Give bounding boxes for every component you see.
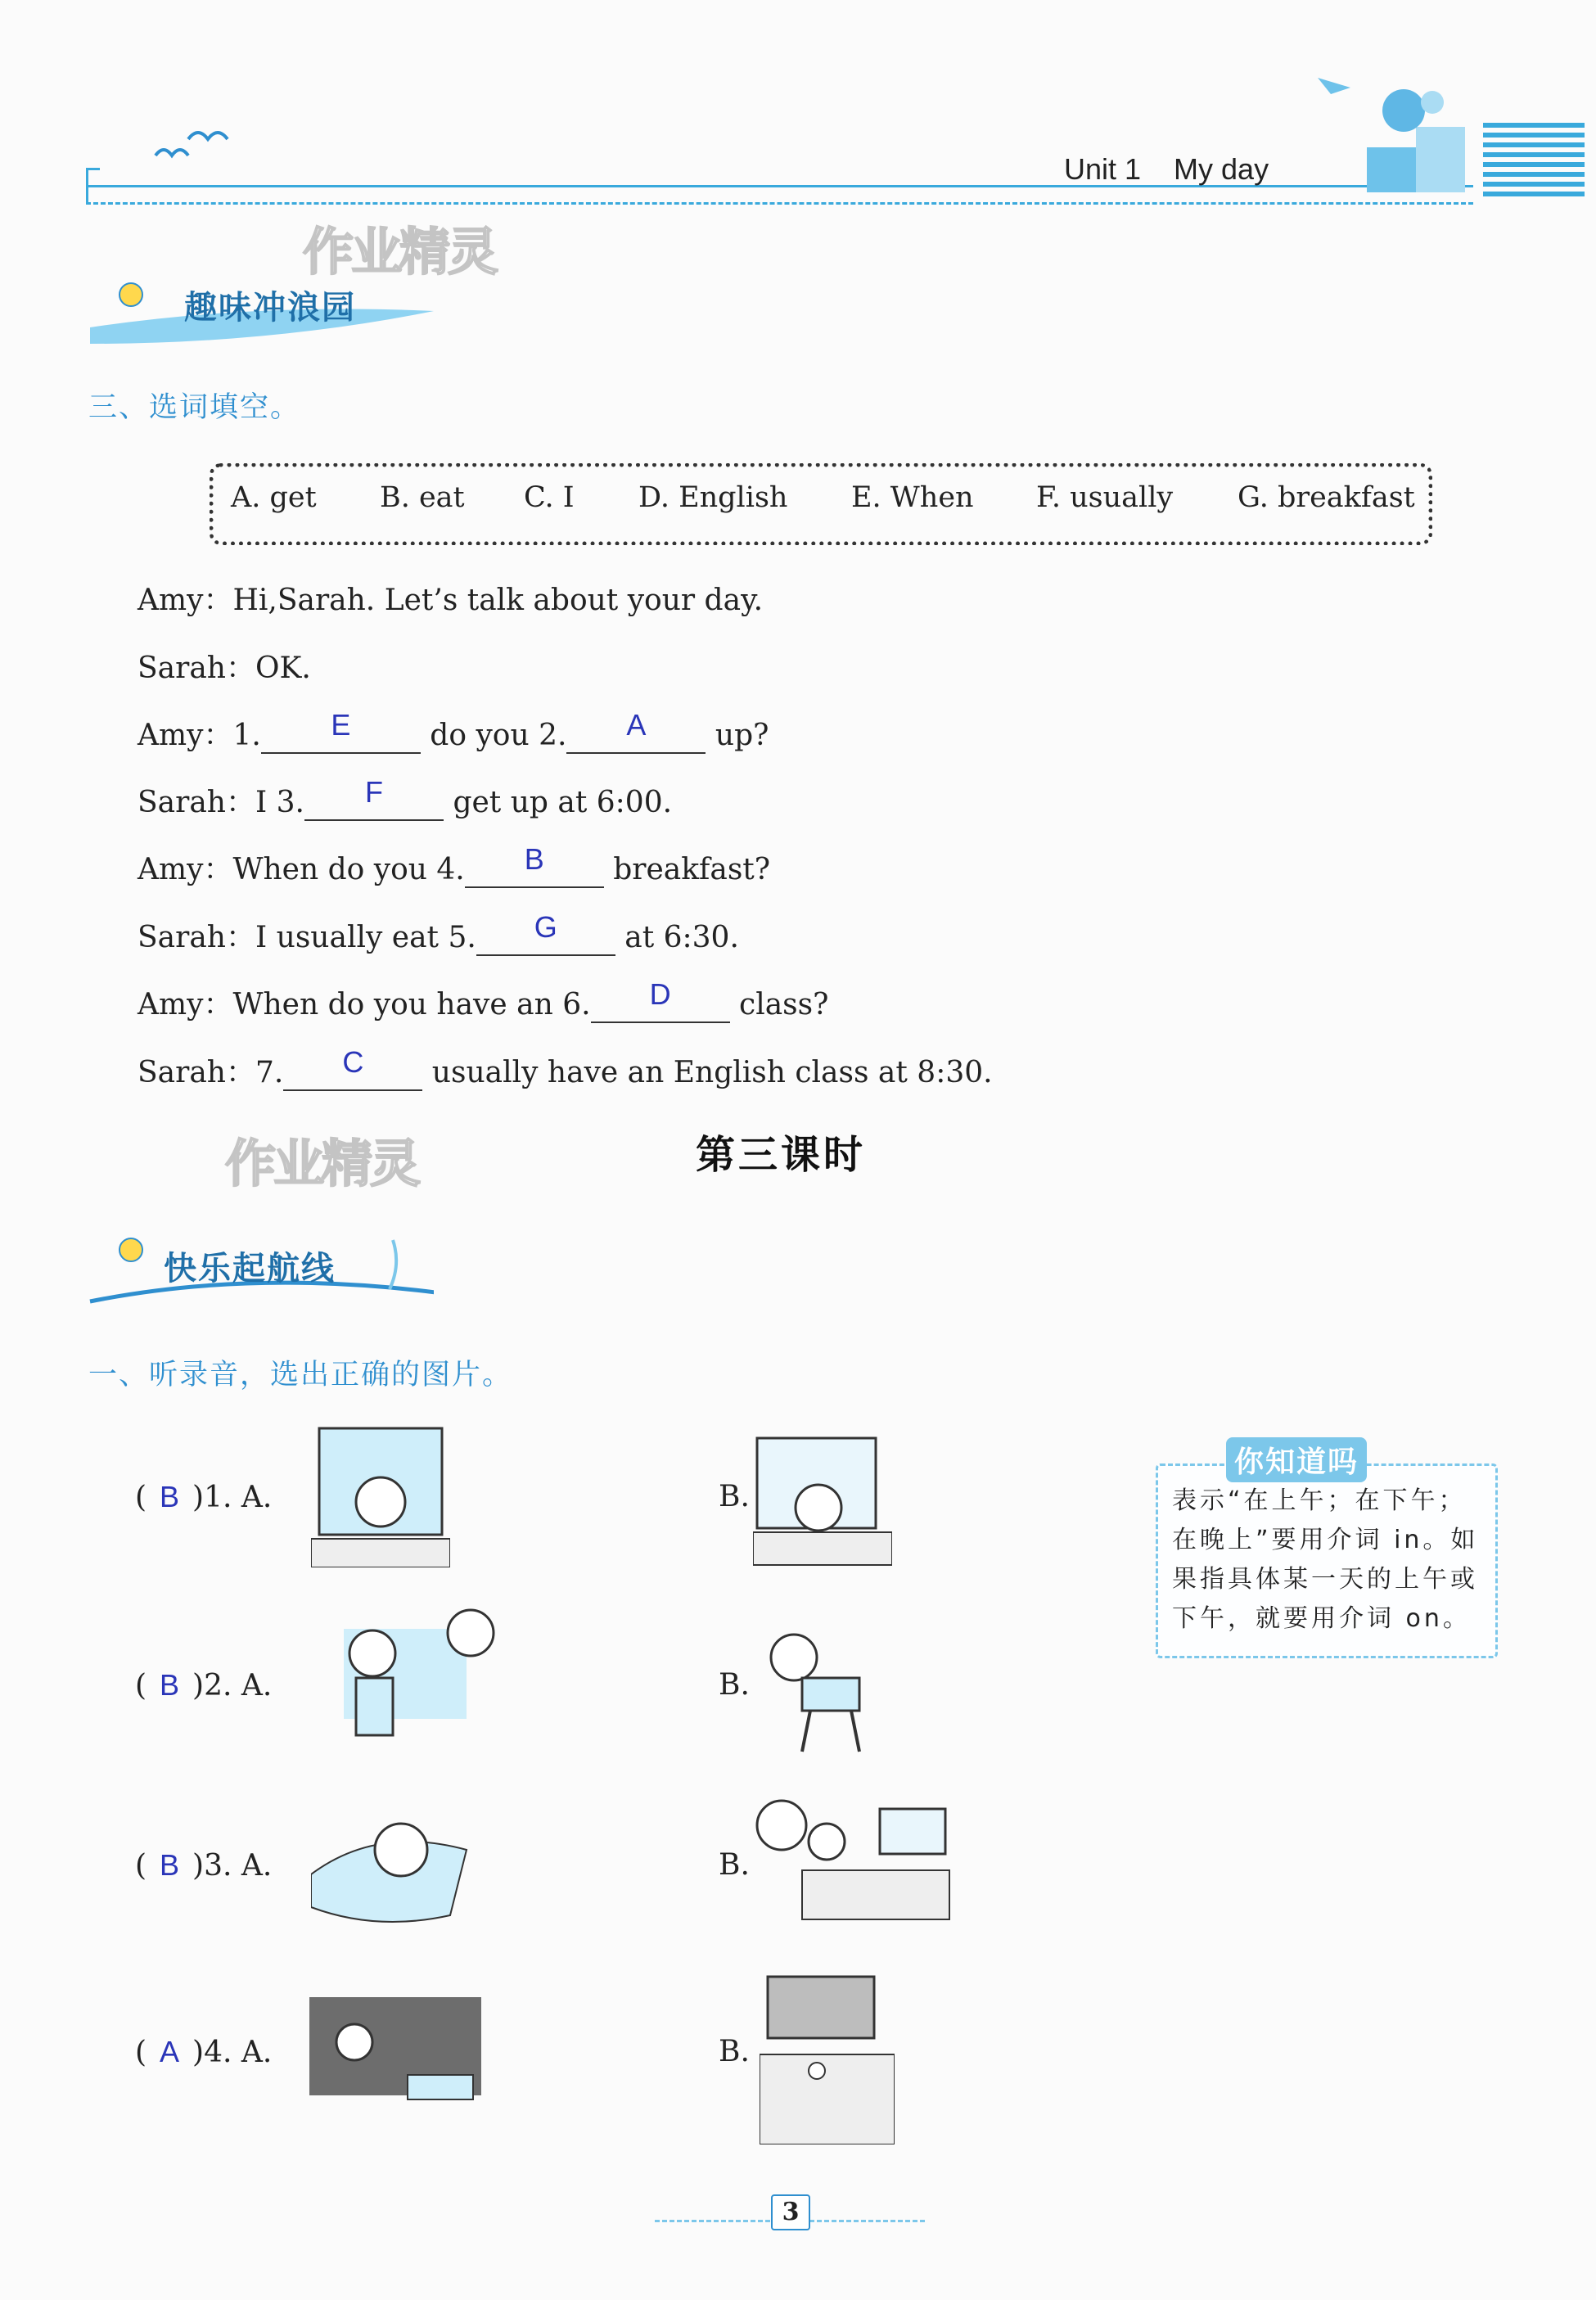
paren: ( [135, 1481, 147, 1514]
globe-illustration [1318, 78, 1473, 192]
boy-walking-clock-picture [311, 1604, 495, 1768]
answer-text: B [160, 1668, 180, 1702]
question-label: )3. A. [192, 1849, 273, 1883]
header-stripes [1483, 123, 1585, 201]
watermark: 作业精灵 [303, 222, 497, 282]
section-banner: 快乐起航线 [164, 1250, 336, 1288]
lesson-title: 第三课时 [696, 1132, 867, 1178]
line-text: up? [715, 719, 769, 752]
answer-blank [261, 708, 421, 754]
paren: ( [135, 1849, 147, 1883]
answer-text: B [160, 1480, 180, 1513]
answer-text: B [524, 842, 544, 876]
girl-exercising-picture [753, 1612, 884, 1760]
dialogue-line [138, 775, 673, 821]
section-banner: 趣味冲浪园 [184, 289, 356, 327]
tip-title: 你知道吗 [1226, 1437, 1367, 1482]
word-option: A. get [231, 481, 317, 514]
word-option: C. I [524, 481, 575, 514]
line-text: Amy：When do you 4. [138, 853, 465, 886]
answer-text: F [365, 775, 383, 809]
line-text: at 6:30. [624, 921, 739, 954]
answer-text: A [160, 2035, 180, 2068]
unit-label: Unit 1 [1064, 152, 1142, 186]
boy-getting-up-picture [753, 1797, 958, 1928]
birds-icon [147, 123, 237, 172]
dialogue-line [138, 708, 769, 754]
line-text: usually have an English class at 8:30. [431, 1056, 993, 1089]
page-number: 3 [771, 2194, 810, 2230]
answer-blank [283, 1045, 422, 1091]
dialogue-line: Sarah：OK. [138, 652, 311, 685]
line-text: breakfast? [613, 853, 771, 886]
dialogue-line: Amy：Hi,Sarah. Let’s talk about your day. [138, 584, 764, 617]
question-item [135, 1848, 272, 1883]
word-option: D. English [638, 481, 788, 514]
line-text: get up at 6:00. [453, 786, 673, 819]
option-b-label: B. [719, 2035, 750, 2068]
option-b-label: B. [719, 1848, 750, 1882]
word-option: E. When [851, 481, 974, 514]
question-item [135, 2035, 272, 2069]
answer-text: B [160, 1848, 180, 1882]
answer-text: C [342, 1045, 364, 1079]
line-text: class? [739, 988, 829, 1021]
paren: ( [135, 1669, 147, 1702]
section-heading: 一、听录音，选出正确的图片。 [88, 1359, 513, 1391]
dialogue-line [138, 1045, 993, 1091]
answer-text: G [534, 910, 557, 944]
paren: ( [135, 2036, 147, 2069]
night-dinner-picture [311, 1424, 450, 1567]
question-label: )2. A. [192, 1669, 273, 1702]
question-item [135, 1668, 272, 1702]
word-option: B. eat [380, 481, 465, 514]
page-header [1064, 152, 1301, 187]
answer-blank [566, 708, 706, 754]
answer-blank [465, 842, 604, 888]
answer-text: D [649, 977, 671, 1011]
watermark: 作业精灵 [225, 1134, 419, 1193]
tip-text: 表示“在上午；在下午；在晚上”要用介词 in。如果指具体某一天的上午或下午，就要用介词 on。 [1172, 1486, 1479, 1633]
dialogue-line [138, 977, 829, 1023]
answer-blank [476, 910, 615, 956]
line-text: Amy：1. [138, 719, 261, 752]
line-text: Sarah：7. [138, 1056, 284, 1089]
question-item [135, 1480, 272, 1514]
answer-text: E [331, 708, 351, 742]
line-text: Amy：When do you have an 6. [138, 988, 591, 1021]
line-text: Sarah：I usually eat 5. [138, 921, 476, 954]
answer-text: A [626, 708, 647, 742]
option-b-label: B. [719, 1668, 750, 1702]
classroom-overview-picture [760, 1973, 895, 2144]
line-text: do you 2. [430, 719, 567, 752]
boy-sleeping-picture [311, 1801, 475, 1923]
question-label: )1. A. [192, 1481, 273, 1514]
word-option: F. usually [1036, 481, 1174, 514]
dialogue-line [138, 910, 739, 956]
unit-title: My day [1174, 152, 1269, 186]
answer-blank [304, 775, 444, 821]
question-label: )4. A. [192, 2036, 273, 2069]
section-heading: 三、选词填空。 [88, 391, 301, 424]
option-b-label: B. [719, 1480, 750, 1513]
teacher-classroom-picture [309, 1997, 481, 2108]
header-rule [86, 185, 1473, 205]
answer-blank [591, 977, 730, 1023]
morning-breakfast-picture [753, 1434, 892, 1569]
line-text: Sarah：I 3. [138, 786, 304, 819]
word-option: G. breakfast [1238, 481, 1415, 514]
dialogue-line [138, 842, 771, 888]
